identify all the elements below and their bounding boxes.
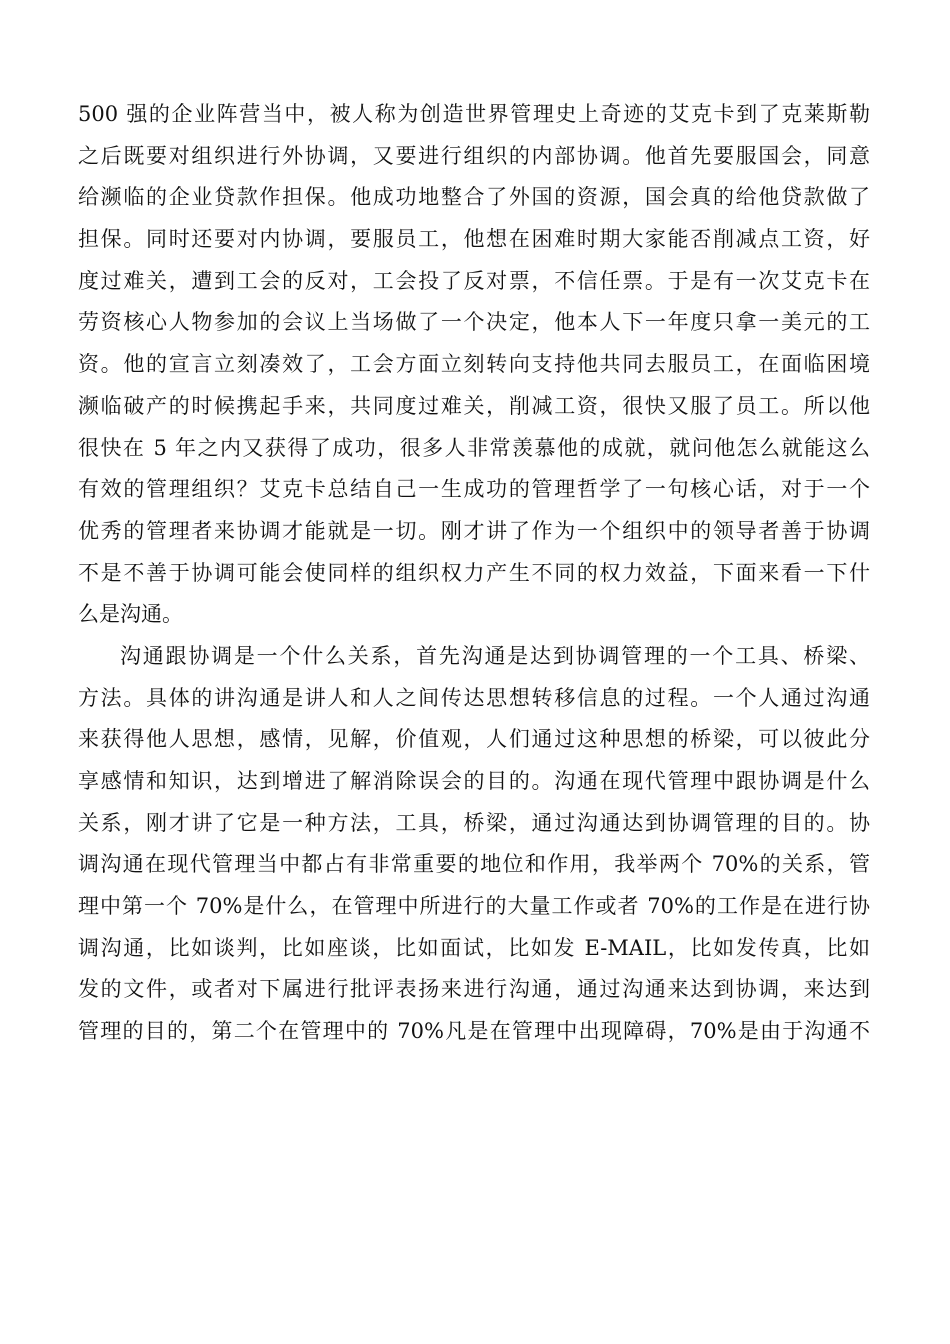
paragraph-1 [78, 94, 870, 636]
text-line: 来获得他人思想，感情，见解，价值观，人们通过这种思想的桥梁，可以彼此分 [78, 727, 870, 752]
document-page [78, 94, 870, 1053]
paragraph-2 [78, 636, 870, 1053]
text-line: 调沟通在现代管理当中都占有非常重要的地位和作用，我举两个 70%的关系，管 [78, 852, 870, 877]
text-line: 500 强的企业阵营当中，被人称为创造世界管理史上奇迹的艾克卡到了克莱斯勒 [78, 102, 870, 126]
text-line: 度过难关，遭到工会的反对，工会投了反对票，不信任票。于是有一次艾克卡在 [78, 268, 870, 293]
text-line: 理中第一个 70%是什么，在管理中所进行的大量工作或者 70%的工作是在进行协 [78, 894, 870, 919]
text-line: 劳资核心人物参加的会议上当场做了一个决定，他本人下一年度只拿一美元的工 [78, 310, 870, 335]
text-line: 濒临破产的时候携起手来，共同度过难关，削减工资，很快又服了员工。所以他 [78, 393, 870, 418]
text-line: 优秀的管理者来协调才能就是一切。刚才讲了作为一个组织中的领导者善于协调 [78, 518, 870, 543]
text-line: 之后既要对组织进行外协调，又要进行组织的内部协调。他首先要服国会，同意 [78, 143, 870, 168]
text-line: 调沟通，比如谈判，比如座谈，比如面试，比如发 E-MAIL，比如发传真，比如 [78, 935, 870, 960]
text-line: 很快在 5 年之内又获得了成功，很多人非常羡慕他的成就，就问他怎么就能这么 [78, 435, 870, 460]
text-line: 管理的目的，第二个在管理中的 70%凡是在管理中出现障碍，70%是由于沟通不 [78, 1019, 870, 1044]
text-line: 沟通跟协调是一个什么关系，首先沟通是达到协调管理的一个工具、桥梁、 [120, 643, 870, 668]
text-line: 资。他的宣言立刻凑效了，工会方面立刻转向支持他共同去服员工，在面临困境 [78, 352, 870, 377]
text-line: 担保。同时还要对内协调，要服员工，他想在困难时期大家能否削减点工资，好 [78, 227, 870, 252]
text-line: 关系，刚才讲了它是一种方法，工具，桥梁，通过沟通达到协调管理的目的。协 [78, 810, 870, 835]
text-line: 么是沟通。 [78, 602, 183, 627]
text-line: 有效的管理组织？艾克卡总结自己一生成功的管理哲学了一句核心话，对于一个 [78, 477, 870, 502]
text-line: 方法。具体的讲沟通是讲人和人之间传达思想转移信息的过程。一个人通过沟通 [78, 685, 870, 710]
text-line: 发的文件，或者对下属进行批评表扬来进行沟通，通过沟通来达到协调，来达到 [78, 977, 870, 1002]
text-line: 不是不善于协调可能会使同样的组织权力产生不同的权力效益，下面来看一下什 [78, 560, 870, 585]
text-line: 给濒临的企业贷款作担保。他成功地整合了外国的资源，国会真的给他贷款做了 [78, 185, 870, 210]
text-line: 享感情和知识，达到增进了解消除误会的目的。沟通在现代管理中跟协调是什么 [78, 769, 870, 793]
